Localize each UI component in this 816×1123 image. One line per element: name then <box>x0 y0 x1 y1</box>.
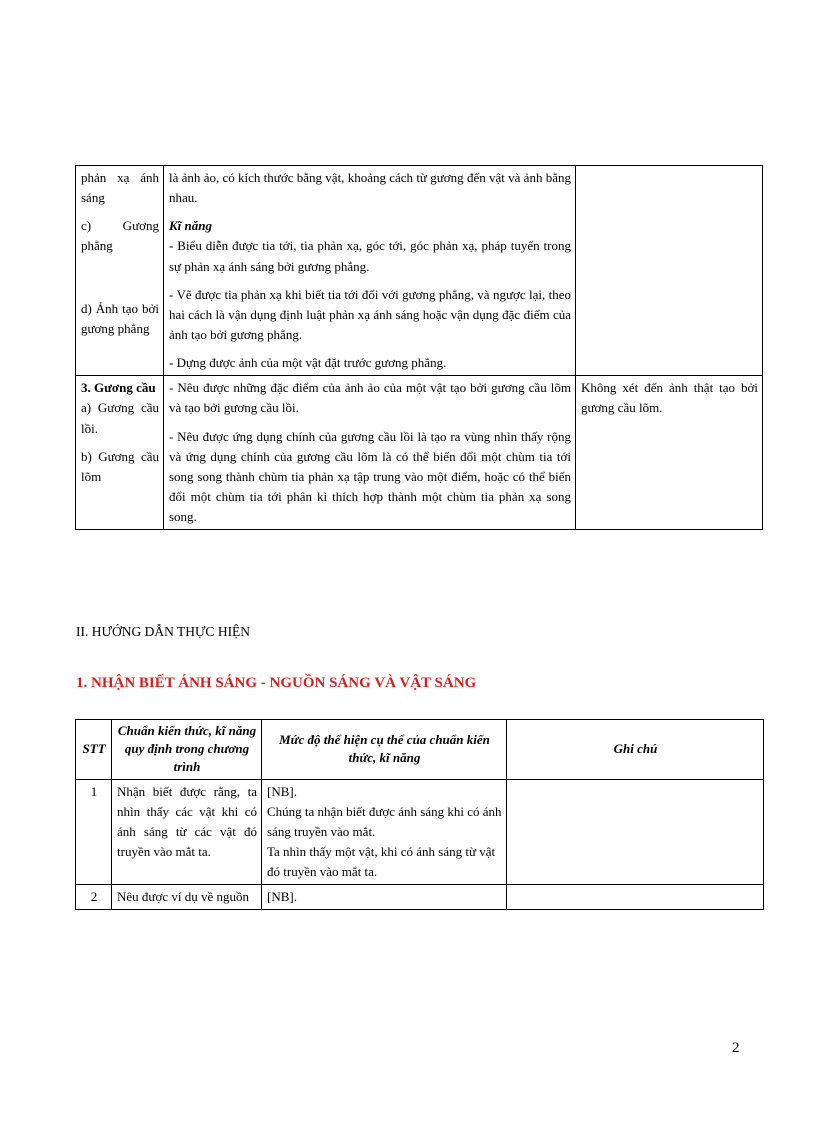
topic-cell <box>76 376 164 530</box>
requirement-item: - Biểu diễn được tia tới, tia phản xạ, góc tới, góc phản xạ, pháp tuyến trong sự phản xạ ánh sáng bởi gương phẳng. <box>169 238 571 274</box>
requirement-cell <box>164 376 576 530</box>
standard-cell: Nhận biết được rằng, ta nhìn thấy các vật khi có ánh sáng từ các vật đó truyền vào mắt ta. <box>112 779 262 885</box>
requirement-cell <box>164 166 576 376</box>
standard-cell: Nêu được ví dụ về nguồn <box>112 885 262 910</box>
table-row <box>76 376 763 530</box>
level-line: Chúng ta nhận biết được ánh sáng khi có ánh sáng truyền vào mắt. <box>267 803 502 839</box>
guide-table <box>75 719 764 910</box>
requirement-text: là ảnh ảo, có kích thước bằng vật, khoảng cách từ gương đến vật và ảnh bằng nhau. <box>169 170 571 206</box>
page-number: 2 <box>732 1040 740 1056</box>
note-cell <box>507 885 764 910</box>
row-number: 1 <box>76 779 112 885</box>
level-line: [NB]. <box>267 783 297 799</box>
topic-line: d) Ảnh tạo bởi gương phẳng <box>81 300 159 336</box>
skill-heading: Kĩ năng <box>169 218 212 234</box>
level-cell <box>262 779 507 885</box>
requirement-item: - Nêu được những đặc điểm của ảnh ảo của một vật tạo bởi gương cầu lõm và tạo bởi gương cầu lồi. <box>169 380 571 416</box>
requirement-item: - Nêu được ứng dụng chính của gương cầu lồi là tạo ra vùng nhìn thấy rộng và ứng dụng chính của gương cầu lõm là có thể biến đổi một chùm tia tới song song thành chùm tia phản xạ tập trung vào một điểm, hoặc có thể biến đổi một chùm tia tới phân kì thích hợp thành một chùm tia phản xạ song song. <box>169 428 571 525</box>
header-standard: Chuẩn kiến thức, kĩ năng quy định trong chương trình <box>112 720 262 780</box>
note-cell: Không xét đến ảnh thật tạo bởi gương cầu lõm. <box>576 376 763 530</box>
table-row <box>76 166 763 376</box>
curriculum-table-continued <box>75 165 763 530</box>
note-cell <box>507 779 764 885</box>
table-row <box>76 885 764 910</box>
header-level: Mức độ thể hiện cụ thể của chuẩn kiến thức, kĩ năng <box>262 720 507 780</box>
table-row <box>76 779 764 885</box>
subsection-heading: 1. NHẬN BIẾT ÁNH SÁNG - NGUỒN SÁNG VÀ VẬT SÁNG <box>76 675 477 691</box>
topic-cell <box>76 166 164 376</box>
requirement-item: - Vẽ được tia phản xạ khi biết tia tới đối với gương phẳng, và ngược lại, theo hai cách là vận dụng định luật phản xạ ánh sáng hoặc vận dụng đặc điểm của ảnh tạo bởi gương phẳng. <box>169 286 571 342</box>
topic-line: phản xạ ánh sáng <box>81 170 159 206</box>
level-line: Ta nhìn thấy một vật, khi có ánh sáng từ vật đó truyền vào mắt ta. <box>267 843 496 880</box>
level-cell <box>262 885 507 910</box>
header-stt: STT <box>76 720 112 780</box>
row-number: 2 <box>76 885 112 910</box>
table-header-row <box>76 720 764 780</box>
requirement-item: - Dựng được ảnh của một vật đặt trước gương phẳng. <box>169 355 447 371</box>
section-heading: II. HƯỚNG DẪN THỰC HIỆN <box>76 624 251 639</box>
header-note: Ghi chú <box>507 720 764 780</box>
topic-line: c) Gương phẳng <box>81 218 159 254</box>
note-cell <box>576 166 763 376</box>
topic-title: 3. Gương cầu <box>81 380 156 396</box>
topic-line: a) Gương cầu lồi. <box>81 400 159 436</box>
level-line: [NB]. <box>267 889 297 905</box>
topic-line: b) Gương cầu lõm <box>81 448 159 484</box>
